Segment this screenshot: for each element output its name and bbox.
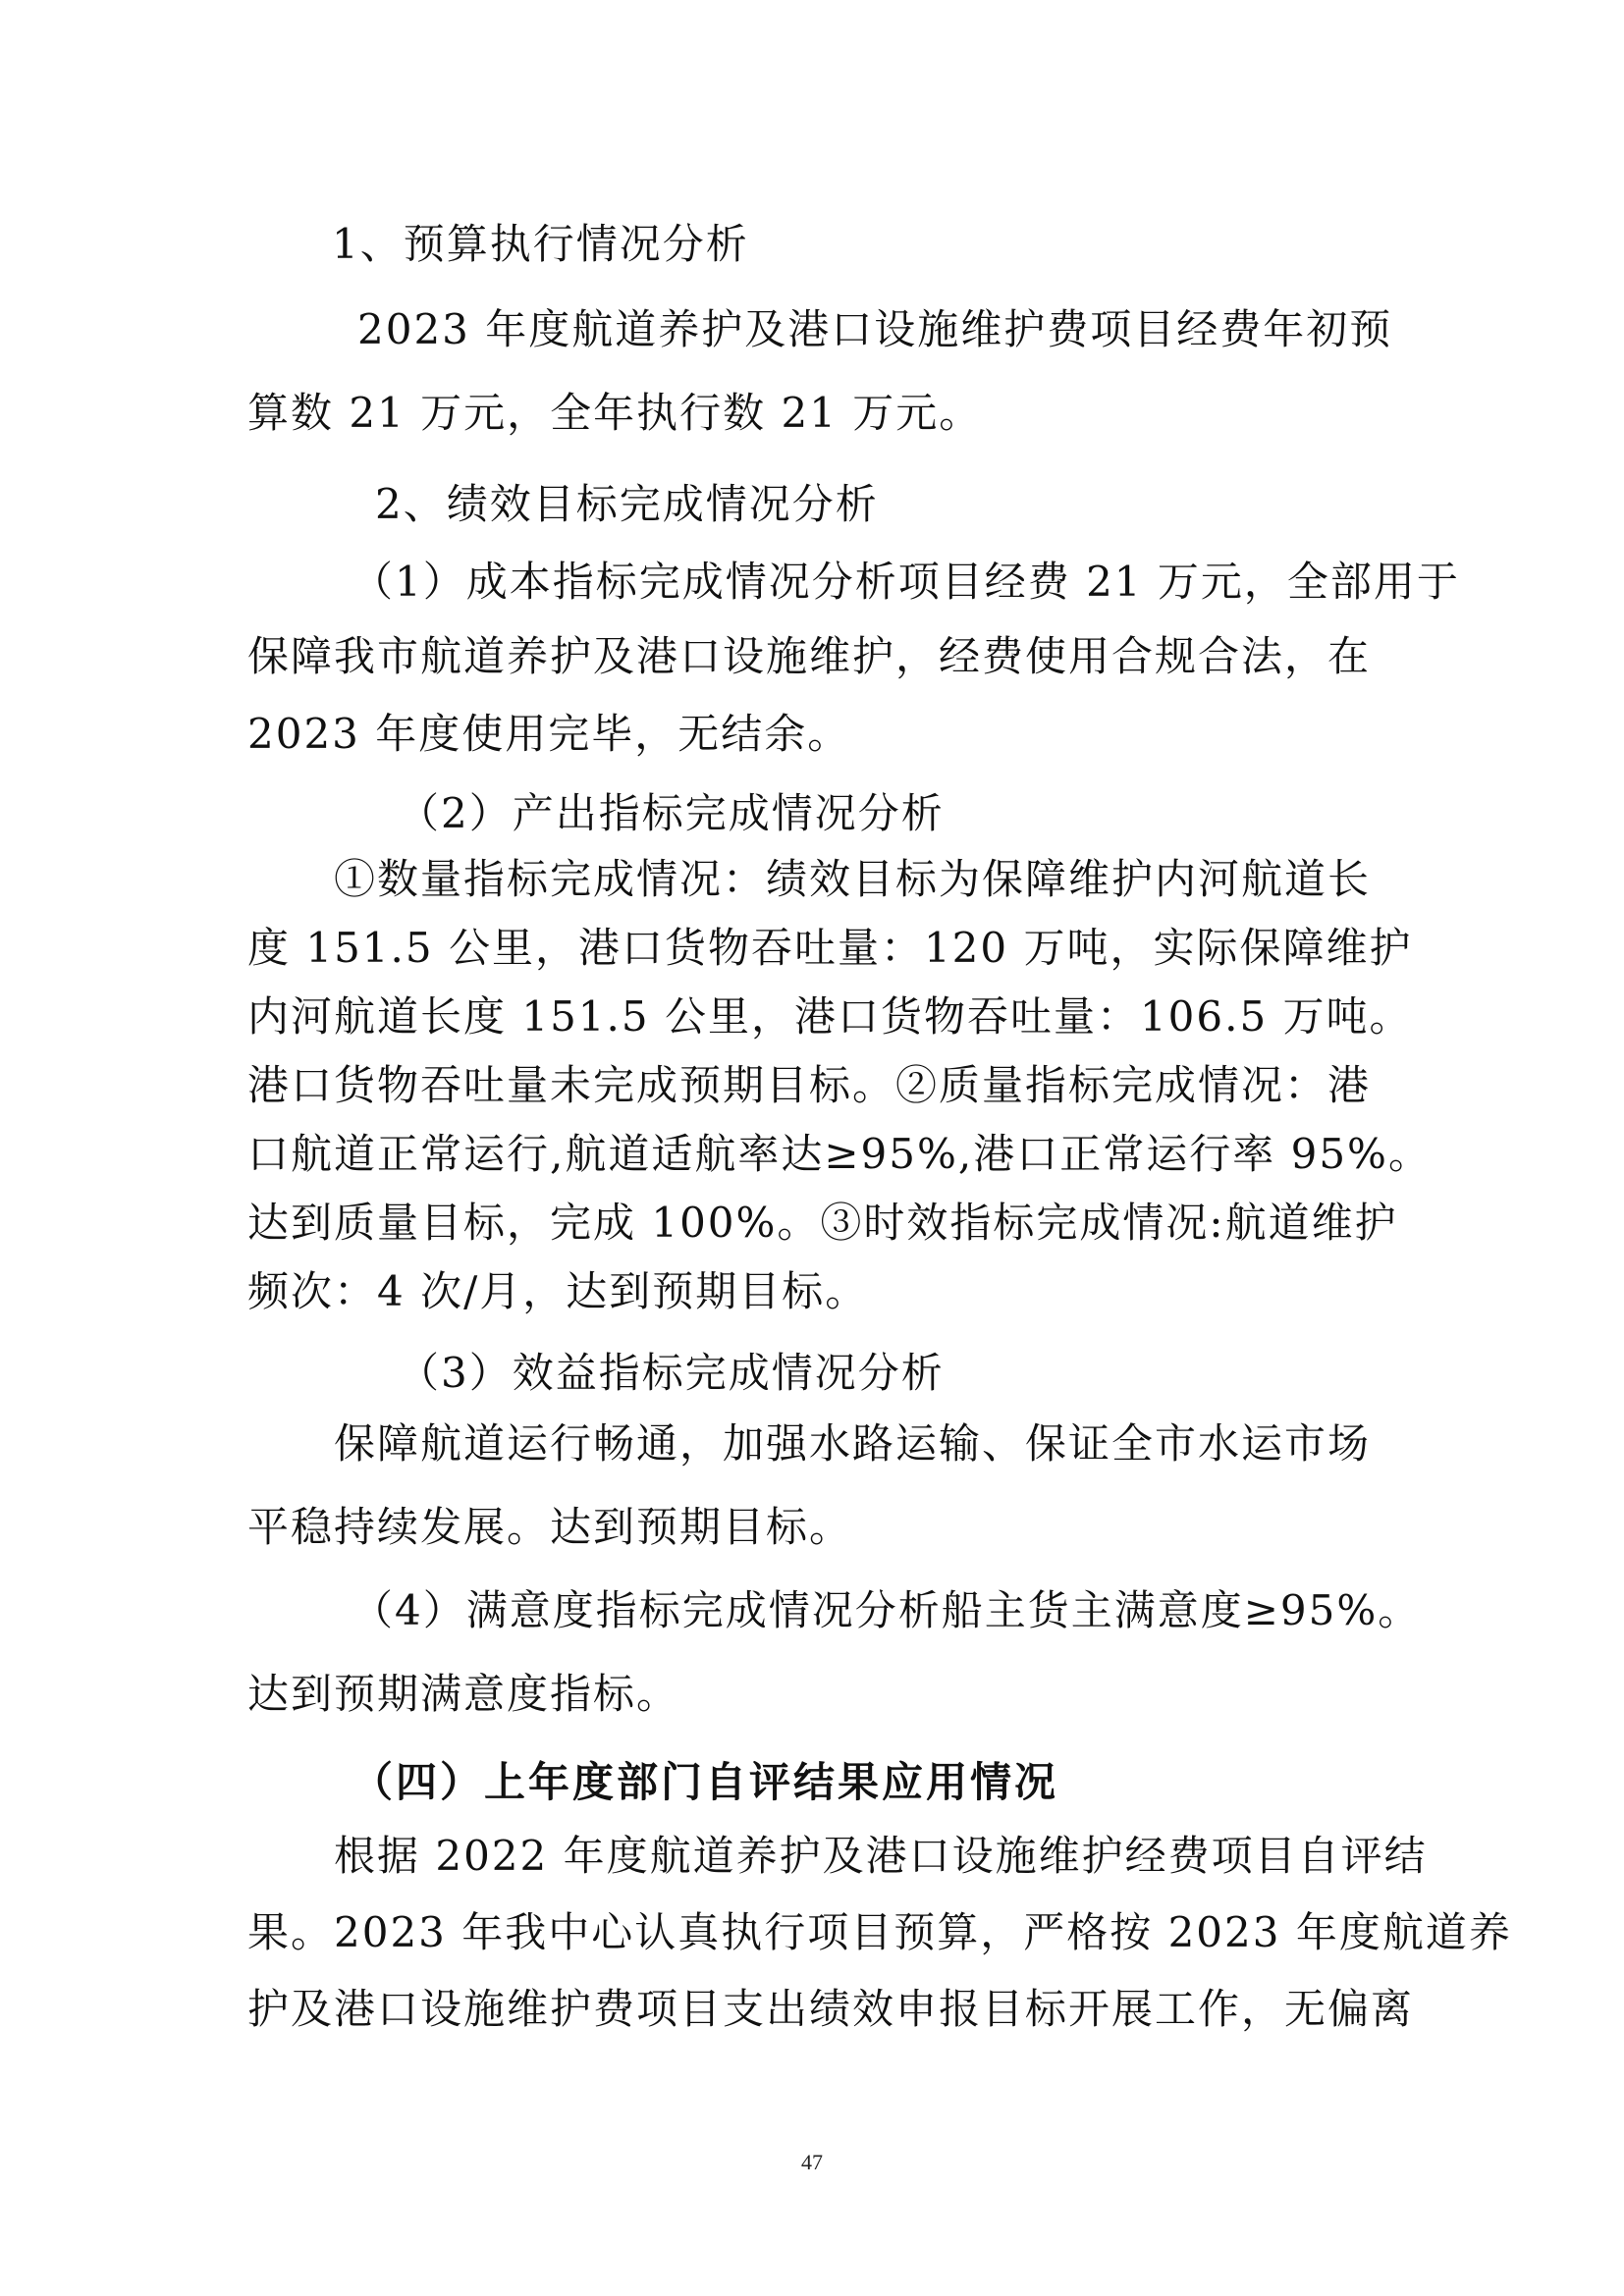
paragraph-line: 2023 年度使用完毕，无结余。: [247, 710, 851, 758]
paragraph-line: 达到质量目标，完成 100%。③时效指标完成情况:航道维护: [247, 1199, 1398, 1247]
page-number: 47: [801, 2150, 823, 2174]
subheading-output-indicators: （2）产出指标完成情况分析: [398, 789, 945, 837]
paragraph-line: 港口货物吞吐量未完成预期目标。②质量指标完成情况：港: [247, 1061, 1372, 1109]
subheading-benefit-indicators: （3）效益指标完成情况分析: [398, 1349, 945, 1397]
paragraph-line: 2023 年度航道养护及港口设施维护费项目经费年初预: [357, 305, 1393, 353]
paragraph-line: ①数量指标完成情况：绩效目标为保障维护内河航道长: [334, 855, 1372, 903]
paragraph-line: （1）成本指标完成情况分析项目经费 21 万元，全部用于: [352, 558, 1460, 606]
paragraph-line: 平稳持续发展。达到预期目标。: [247, 1503, 853, 1551]
subheading-budget-analysis: 1、预算执行情况分析: [332, 220, 749, 268]
paragraph-line: 果。2023 年我中心认真执行项目预算，严格按 2023 年度航道养: [247, 1908, 1512, 1956]
section-heading: （四）上年度部门自评结果应用情况: [352, 1758, 1059, 1806]
paragraph-line: 保障航道运行畅通，加强水路运输、保证全市水运市场: [334, 1419, 1372, 1468]
paragraph-line: 护及港口设施维护费项目支出绩效申报目标开展工作，无偏离: [247, 1985, 1415, 2033]
paragraph-line: 度 151.5 公里，港口货物吞吐量：120 万吨，实际保障维护: [247, 924, 1413, 972]
paragraph-line: 根据 2022 年度航道养护及港口设施维护经费项目自评结: [334, 1832, 1428, 1880]
paragraph-line: 保障我市航道养护及港口设施维护，经费使用合规合法，在: [247, 632, 1372, 680]
paragraph-line: 频次：4 次/月，达到预期目标。: [247, 1267, 869, 1315]
subheading-performance-analysis: 2、绩效目标完成情况分析: [375, 480, 879, 528]
paragraph-line: 口航道正常运行,航道适航率达≥95%,港口正常运行率 95%。: [247, 1130, 1432, 1178]
paragraph-line: 算数 21 万元，全年执行数 21 万元。: [247, 389, 983, 437]
paragraph-line: 达到预期满意度指标。: [247, 1670, 680, 1718]
paragraph-line: （4）满意度指标完成情况分析船主货主满意度≥95%。: [352, 1586, 1422, 1634]
paragraph-line: 内河航道长度 151.5 公里，港口货物吞吐量：106.5 万吨。: [247, 992, 1413, 1041]
